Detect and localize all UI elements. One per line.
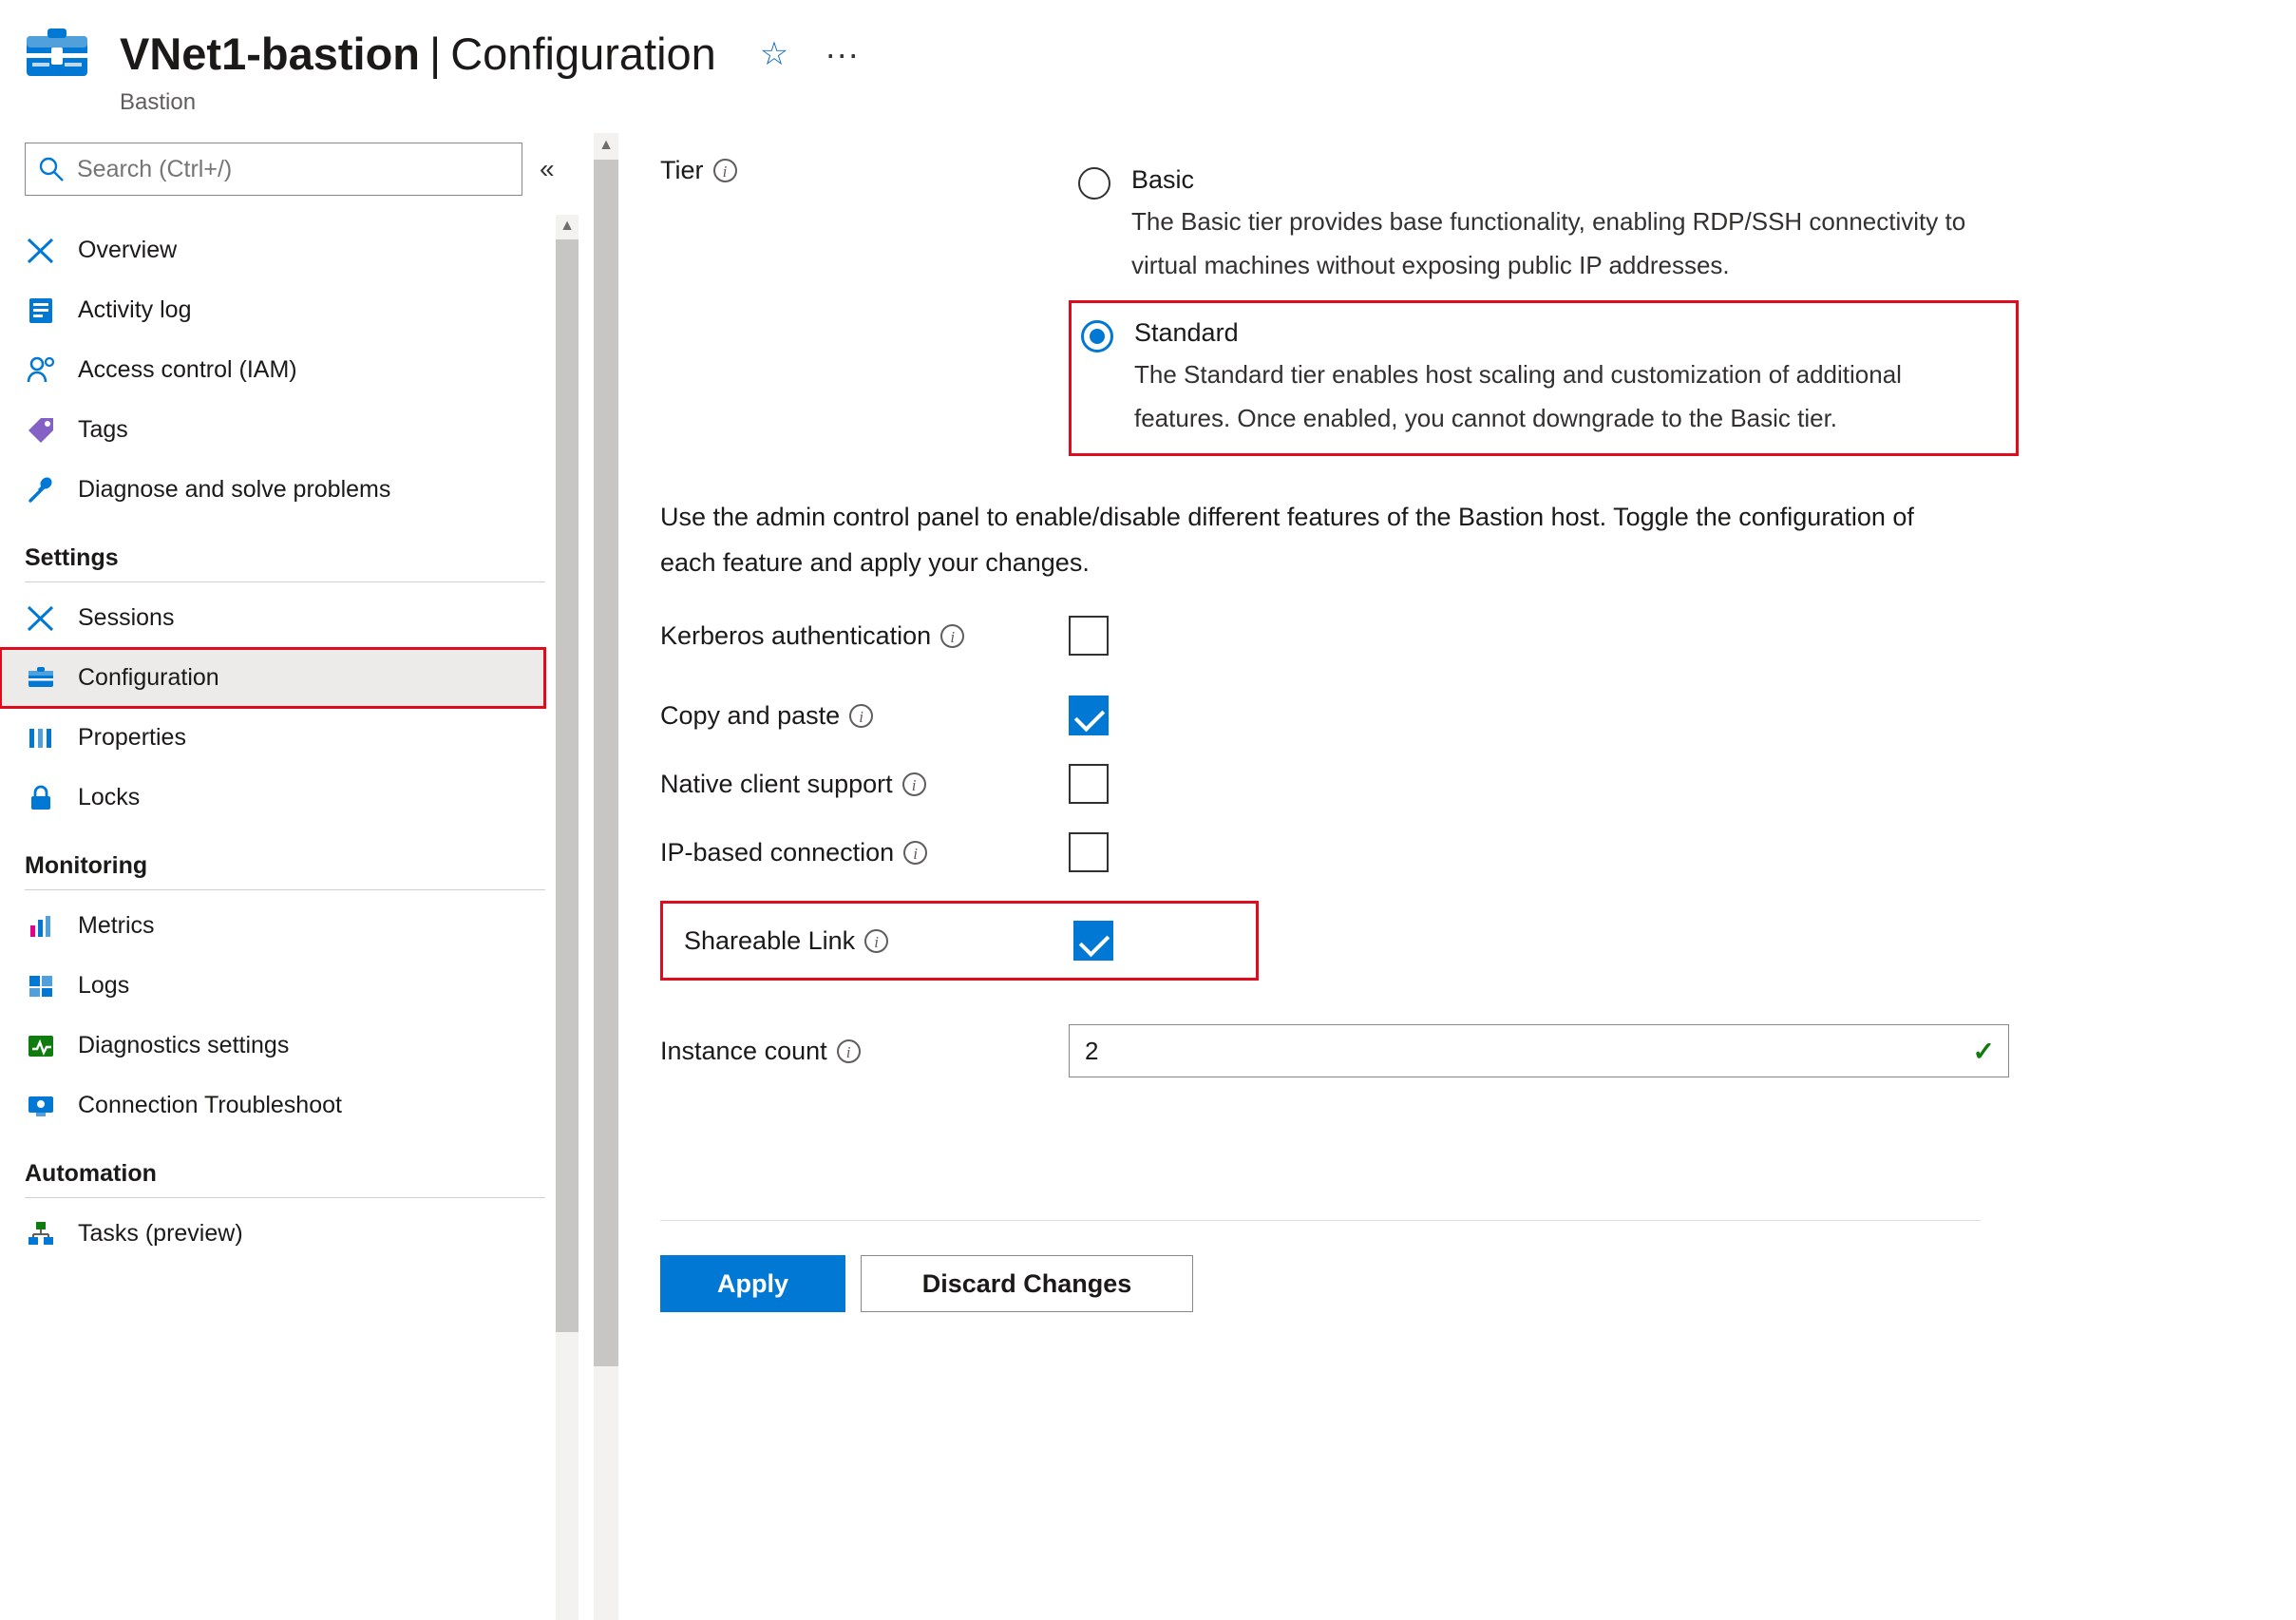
checkbox-ip-based-connection[interactable]	[1069, 832, 1109, 872]
scroll-up-icon[interactable]: ▲	[560, 218, 575, 234]
sidebar-item-label: Access control (IAM)	[78, 356, 297, 383]
tier-label-group	[660, 150, 1069, 185]
instance-count-label: Instance count	[660, 1036, 827, 1065]
feature-row-native-client-support	[660, 754, 2296, 813]
sidebar-item-activity-log[interactable]	[0, 280, 594, 340]
overview-icon	[25, 235, 57, 267]
activity-log-icon	[25, 295, 57, 327]
sidebar-item-label: Configuration	[78, 664, 219, 691]
checkbox-kerberos-authentication[interactable]	[1069, 616, 1109, 656]
feature-label: Copy and paste	[660, 700, 841, 730]
sidebar-item-overview[interactable]	[0, 220, 594, 280]
discard-changes-button[interactable]: Discard Changes	[861, 1255, 1193, 1312]
tier-option-basic[interactable]	[1069, 150, 2019, 300]
info-icon[interactable]: i	[903, 841, 927, 865]
sidebar-item-label: Metrics	[78, 912, 155, 939]
tier-option-description: The Basic tier provides base functionality, enabling RDP/SSH connectivity to virtual machines without exposing public IP addresses.	[1131, 207, 1966, 279]
sidebar-item-tasks-preview[interactable]	[0, 1204, 594, 1264]
sidebar	[0, 133, 594, 1620]
feature-row-kerberos-authentication	[660, 606, 2296, 665]
feature-label: Shareable Link	[684, 925, 856, 955]
tier-option-title: Standard	[1134, 318, 1239, 347]
sidebar-section-divider	[25, 889, 545, 890]
sidebar-item-connection-troubleshoot[interactable]	[0, 1076, 594, 1135]
feature-row-ip-based-connection	[660, 823, 2296, 882]
tier-label: Tier	[660, 156, 704, 184]
tier-radio-group	[1069, 150, 2019, 456]
sidebar-item-tags[interactable]	[0, 400, 594, 460]
search-input[interactable]	[75, 155, 510, 184]
sidebar-item-locks[interactable]	[0, 768, 594, 828]
chevron-double-left-icon[interactable]: «	[540, 154, 555, 183]
feature-label-group	[663, 926, 1073, 956]
sidebar-item-logs[interactable]	[0, 956, 594, 1016]
scroll-up-icon[interactable]: ▲	[598, 137, 614, 153]
feature-label: IP-based connection	[660, 837, 895, 867]
sidebar-item-label: Diagnostics settings	[78, 1032, 290, 1058]
page-header	[0, 0, 2296, 133]
properties-icon	[25, 722, 57, 754]
sidebar-item-diagnostics-settings[interactable]	[0, 1016, 594, 1076]
main-content	[594, 133, 2296, 1620]
sidebar-item-label: Tags	[78, 416, 128, 443]
feature-label-group	[660, 770, 1069, 799]
info-icon[interactable]: i	[940, 624, 964, 648]
sidebar-item-sessions[interactable]	[0, 588, 594, 648]
tier-option-standard[interactable]	[1069, 300, 2019, 456]
admin-control-panel-note: Use the admin control panel to enable/disable different features of the Bastion host. Toggle the configuration of each feature and apply your changes.	[660, 503, 1914, 577]
connection-troubleshoot-icon	[25, 1090, 57, 1122]
sidebar-item-diagnose-and-solve-problems[interactable]	[0, 460, 594, 520]
action-buttons	[660, 1255, 2296, 1312]
page-title	[120, 21, 2296, 87]
feature-row-shareable-link	[660, 901, 1259, 981]
instance-count-input-wrap[interactable]	[1069, 1024, 2009, 1077]
sidebar-scrollbar[interactable]	[556, 215, 579, 1620]
sidebar-item-access-control[interactable]	[0, 340, 594, 400]
search-box[interactable]	[25, 143, 522, 196]
sidebar-item-label: Properties	[78, 724, 186, 751]
tags-icon	[25, 414, 57, 447]
logs-icon	[25, 970, 57, 1002]
info-icon[interactable]: i	[902, 772, 926, 796]
footer-divider	[660, 1220, 1981, 1221]
checkbox-shareable-link[interactable]	[1073, 921, 1113, 961]
info-icon[interactable]: i	[713, 159, 737, 182]
configuration-icon	[25, 662, 57, 695]
sidebar-item-metrics[interactable]	[0, 896, 594, 956]
sidebar-item-label: Tasks (preview)	[78, 1220, 243, 1247]
resource-name: VNet1-bastion	[120, 29, 420, 79]
lock-icon	[25, 782, 57, 814]
feature-row-copy-and-paste	[660, 686, 2296, 745]
radio-standard[interactable]	[1081, 320, 1113, 353]
diagnostics-settings-icon	[25, 1030, 57, 1062]
instance-count-input[interactable]	[1083, 1036, 1973, 1067]
search-icon	[37, 155, 66, 183]
tier-option-title: Basic	[1131, 165, 1195, 194]
checkbox-native-client-support[interactable]	[1069, 764, 1109, 804]
sidebar-item-label: Connection Troubleshoot	[78, 1092, 342, 1118]
metrics-icon	[25, 910, 57, 943]
sidebar-item-label: Overview	[78, 237, 178, 263]
info-icon[interactable]: i	[849, 704, 873, 728]
feature-label-group	[660, 838, 1069, 867]
radio-basic[interactable]	[1078, 167, 1110, 200]
sidebar-item-label: Locks	[78, 784, 141, 810]
sidebar-section-divider	[25, 581, 545, 582]
tier-field	[660, 150, 2296, 456]
tasks-icon	[25, 1218, 57, 1250]
sidebar-item-configuration[interactable]	[0, 648, 545, 708]
scrollbar-thumb[interactable]	[594, 160, 618, 1366]
feature-label: Kerberos authentication	[660, 620, 932, 650]
sidebar-nav	[0, 220, 594, 1264]
sidebar-item-properties[interactable]	[0, 708, 594, 768]
title-separator: |	[429, 29, 442, 79]
bastion-icon	[23, 25, 91, 84]
info-icon[interactable]: i	[864, 929, 888, 953]
ellipsis-icon[interactable]: ···	[825, 34, 860, 74]
checkbox-copy-and-paste[interactable]	[1069, 696, 1109, 735]
feature-label: Native client support	[660, 769, 893, 798]
instance-count-row	[660, 1024, 2296, 1077]
resource-type-subtitle: Bastion	[120, 89, 197, 115]
apply-button[interactable]: Apply	[660, 1255, 845, 1312]
feature-label-group	[660, 701, 1069, 731]
scrollbar-thumb[interactable]	[556, 239, 579, 1332]
sidebar-section-divider	[25, 1197, 545, 1198]
instance-count-label-group	[660, 1037, 1069, 1066]
checkmark-icon: ✓	[1972, 1036, 1995, 1066]
sessions-icon	[25, 602, 57, 635]
sidebar-section-automation-title: Automation	[25, 1160, 157, 1187]
tier-option-description: The Standard tier enables host scaling and customization of additional features. Once enabled, you cannot downgrade to the Basic tier.	[1134, 360, 1902, 432]
feature-label-group	[660, 621, 1069, 651]
sidebar-item-label: Logs	[78, 972, 130, 999]
sidebar-item-label: Sessions	[78, 604, 175, 631]
star-icon[interactable]: ☆	[759, 36, 789, 72]
diagnose-icon	[25, 474, 57, 506]
access-control-icon	[25, 354, 57, 387]
page-name: Configuration	[450, 29, 716, 79]
sidebar-item-label: Activity log	[78, 296, 192, 323]
info-icon[interactable]: i	[837, 1039, 861, 1063]
main-scrollbar[interactable]	[594, 133, 618, 1620]
sidebar-search-row	[0, 133, 594, 196]
sidebar-item-label: Diagnose and solve problems	[78, 476, 391, 503]
sidebar-section-monitoring-title: Monitoring	[25, 852, 148, 879]
sidebar-section-settings-title: Settings	[25, 544, 119, 571]
